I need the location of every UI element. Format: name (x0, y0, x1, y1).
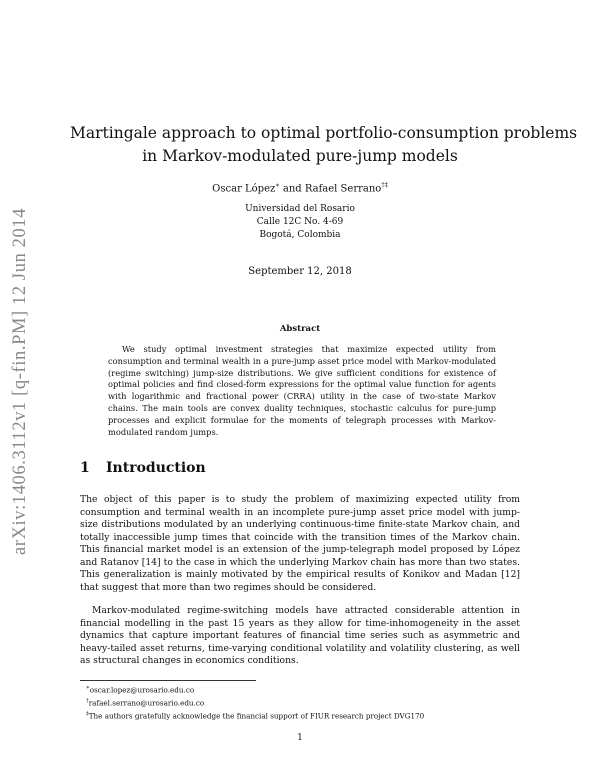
body-paragraph-2: Markov-modulated regime-switching models have attracted considerable attention in financial modelling in the past 15 years as they allow for time-inhomogeneity in the asset dynamics that capture important features of financial time series such as asymmetric and heavy-tailed asset returns, time-varying conditional volatility and volatility clustering, as well as structural changes in economics conditions. (80, 605, 520, 666)
footnote-1 (86, 683, 516, 696)
abstract-text: We study optimal investment strategies that maximize expected utility from consumption and terminal wealth in a pure-jump asset price model with Markov-modulated (regime switching) jump-size distributions. We give sufficient conditions for existence of optimal policies and find closed-form expressions for the optimal value function for agents with logarithmic and fractional power (CRRA) utility in the case of two-state Markov chains. The main tools are convex duality techniques, stochastic calculus for pure-jump processes and explicit formulae for the moments of telegraph processes with Markov-modulated random jumps. (108, 344, 496, 437)
author-connector: and (279, 183, 305, 195)
footnote-2 (86, 696, 516, 709)
title-line-1: Martingale approach to optimal portfolio-consumption problems (70, 124, 578, 142)
author-list (0, 181, 600, 194)
abstract-heading: Abstract (279, 324, 321, 334)
affiliation-city: Bogotá, Colombia (259, 230, 341, 240)
footnote-3 (86, 709, 516, 722)
paper-date: September 12, 2018 (248, 266, 352, 277)
author-lopez: Oscar López (212, 183, 276, 195)
section-number: 1 (80, 460, 90, 476)
footnote-3-mark: ‡ (86, 710, 89, 717)
footnotes (86, 683, 516, 722)
affiliation-institution: Universidad del Rosario (245, 204, 355, 214)
author-lopez-footnote-mark[interactable]: ∗ (275, 181, 280, 189)
author-serrano: Rafael Serrano (304, 183, 382, 195)
footnote-3-text: The authors gratefully acknowledge the financial support of FIUR research project DVG170 (88, 711, 425, 721)
footnote-1-email[interactable]: oscar.lopez@urosario.edu.co (89, 685, 195, 695)
footnote-rule (80, 680, 256, 681)
section-heading-introduction (80, 460, 206, 476)
page-number: 1 (297, 733, 303, 743)
title-line-2: in Markov-modulated pure-jump models (142, 147, 458, 165)
affiliation (0, 203, 600, 242)
body-paragraph-1: The object of this paper is to study the problem of maximizing expected utility from consumption and terminal wealth in an incomplete pure-jump asset price model with jump-size distributions modulated by an underlying continuous-time finite-state Markov chain, and totally inaccessible jump times that coincide with the transition times of the Markov chain. This financial market model is an extension of the jump-telegraph model proposed by López and Ratanov [14] to the case in which the underlying Markov chain has more than two states. This generalization is mainly motivated by the empirical results of Konikov and Madan [12] that suggest that more than two regimes should be considered. (80, 494, 520, 593)
section-title: Introduction (106, 460, 206, 476)
paper-title (70, 122, 578, 168)
author-serrano-footnote-marks[interactable]: †‡ (381, 181, 388, 189)
affiliation-street: Calle 12C No. 4-69 (256, 217, 344, 227)
arxiv-identifier[interactable]: arXiv:1406.3112v1 [q-fin.PM] 12 Jun 2014 (10, 207, 30, 555)
footnote-2-email[interactable]: rafael.serrano@urosario.edu.co (88, 698, 205, 708)
footnote-1-mark: ∗ (86, 685, 90, 691)
footnote-2-mark: † (86, 697, 89, 704)
